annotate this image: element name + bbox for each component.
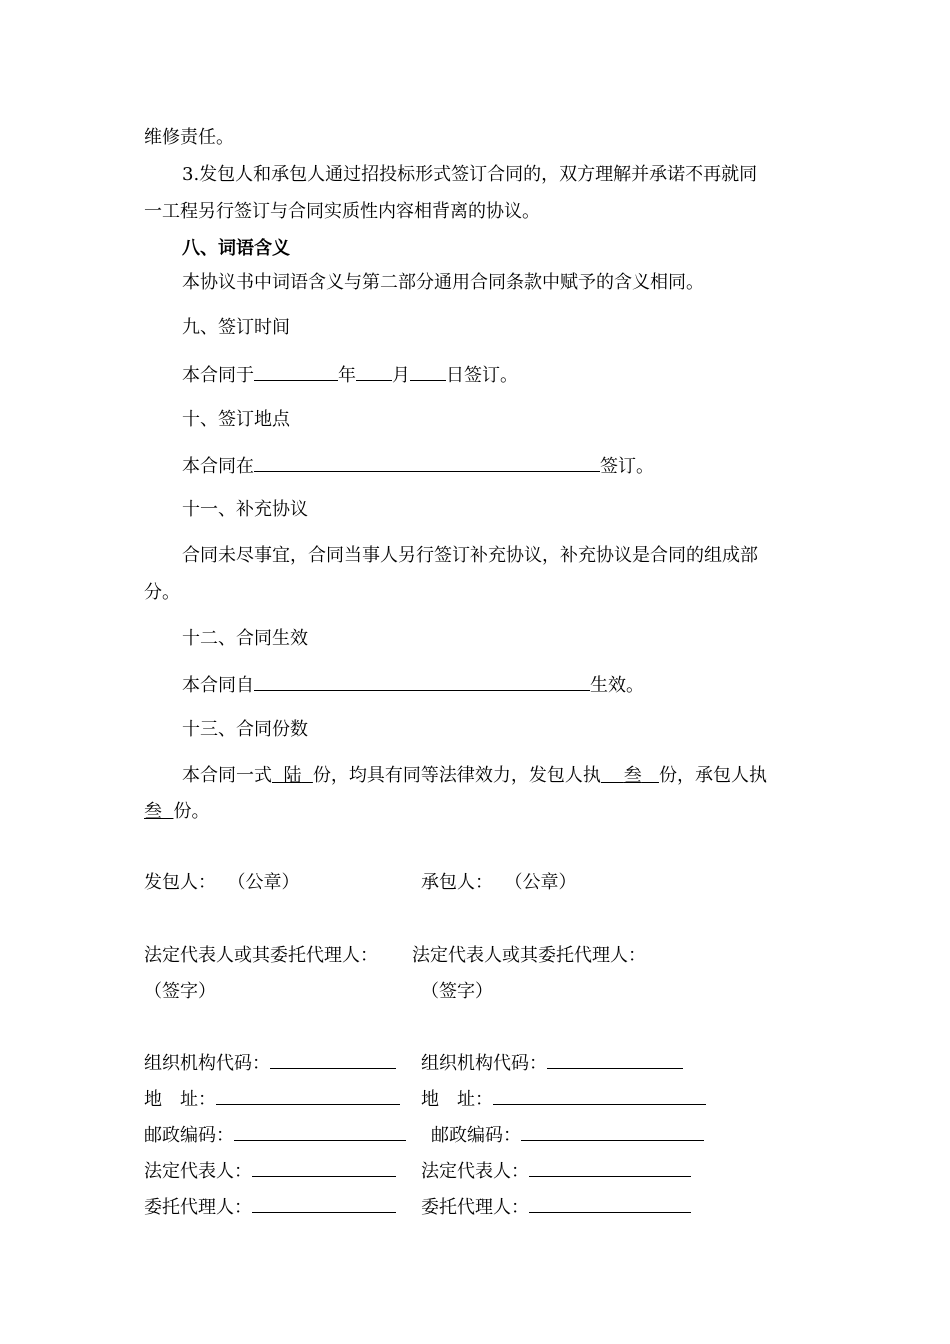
org-code-left-blank[interactable] — [270, 1051, 396, 1069]
org-code-right: 组织机构代码： — [421, 1051, 683, 1076]
signature-left: （签字） — [144, 981, 216, 1002]
postal-code-right: 邮政编码： — [431, 1123, 704, 1148]
address-right: 地 址： — [421, 1087, 706, 1112]
paragraph-section-11-line1: 合同未尽事宜，合同当事人另行签订补充协议，补充协议是合同的组成部 — [182, 545, 758, 566]
paragraph-3-line1: 3.发包人和承包人通过招投标形式签订合同的，双方理解并承诺不再就同 — [182, 164, 758, 185]
address-left-blank[interactable] — [216, 1087, 400, 1105]
paragraph-repair-end: 维修责任。 — [144, 127, 234, 148]
paragraph-section-12: 本合同自 生效。 — [182, 675, 644, 696]
paragraph-section-10: 本合同在 签订。 — [182, 456, 654, 477]
legal-rep-left-blank[interactable] — [252, 1159, 396, 1177]
month-blank[interactable] — [356, 363, 392, 381]
copies-total: 陆 — [283, 765, 302, 786]
signature-right: （签字） — [421, 981, 493, 1002]
heading-section-12: 十二、合同生效 — [182, 628, 308, 649]
contractor-seal: （公章） — [504, 872, 577, 893]
location-blank[interactable] — [254, 454, 600, 472]
representative-label-right: 法定代表人或其委托代理人： — [412, 945, 646, 966]
org-code-left: 组织机构代码： — [144, 1051, 396, 1076]
address-left: 地 址： — [144, 1087, 400, 1112]
address-right-blank[interactable] — [493, 1087, 706, 1105]
agent-right: 委托代理人： — [421, 1195, 691, 1220]
paragraph-section-11-line2: 分。 — [144, 582, 180, 603]
postal-code-left: 邮政编码： — [144, 1123, 406, 1148]
paragraph-3-line2: 一工程另行签订与合同实质性内容相背离的协议。 — [144, 201, 540, 222]
agent-left-blank[interactable] — [252, 1195, 396, 1213]
year-blank[interactable] — [254, 363, 338, 381]
org-code-right-blank[interactable] — [547, 1051, 683, 1069]
contractor-label: 承包人： （公章） — [421, 872, 577, 893]
copies-contractor: 叁 — [144, 801, 162, 822]
legal-rep-right-blank[interactable] — [529, 1159, 691, 1177]
day-blank[interactable] — [410, 363, 446, 381]
paragraph-section-9: 本合同于 年 月 日签订。 — [182, 365, 518, 386]
heading-section-9: 九、签订时间 — [182, 317, 290, 338]
heading-section-10: 十、签订地点 — [182, 409, 290, 430]
legal-rep-right: 法定代表人： — [421, 1159, 691, 1184]
agent-left: 委托代理人： — [144, 1195, 396, 1220]
heading-section-11: 十一、补充协议 — [182, 499, 308, 520]
employer-seal: （公章） — [227, 872, 300, 893]
representative-label-left: 法定代表人或其委托代理人： — [144, 945, 378, 966]
postal-code-right-blank[interactable] — [521, 1123, 704, 1141]
effective-blank[interactable] — [254, 673, 590, 691]
paragraph-section-13-line2: 叁 份。 — [144, 801, 210, 822]
postal-code-left-blank[interactable] — [234, 1123, 406, 1141]
paragraph-section-13-line1: 本合同一式 陆 份，均具有同等法律效力，发包人执 叁 份，承包人执 — [182, 765, 767, 786]
agent-right-blank[interactable] — [529, 1195, 691, 1213]
paragraph-section-8: 本协议书中词语含义与第二部分通用合同条款中赋予的含义相同。 — [182, 272, 704, 293]
heading-section-8: 八、词语含义 — [182, 238, 290, 259]
copies-employer: 叁 — [623, 765, 642, 786]
employer-label: 发包人： （公章） — [144, 872, 300, 893]
heading-section-13: 十三、合同份数 — [182, 719, 308, 740]
legal-rep-left: 法定代表人： — [144, 1159, 396, 1184]
